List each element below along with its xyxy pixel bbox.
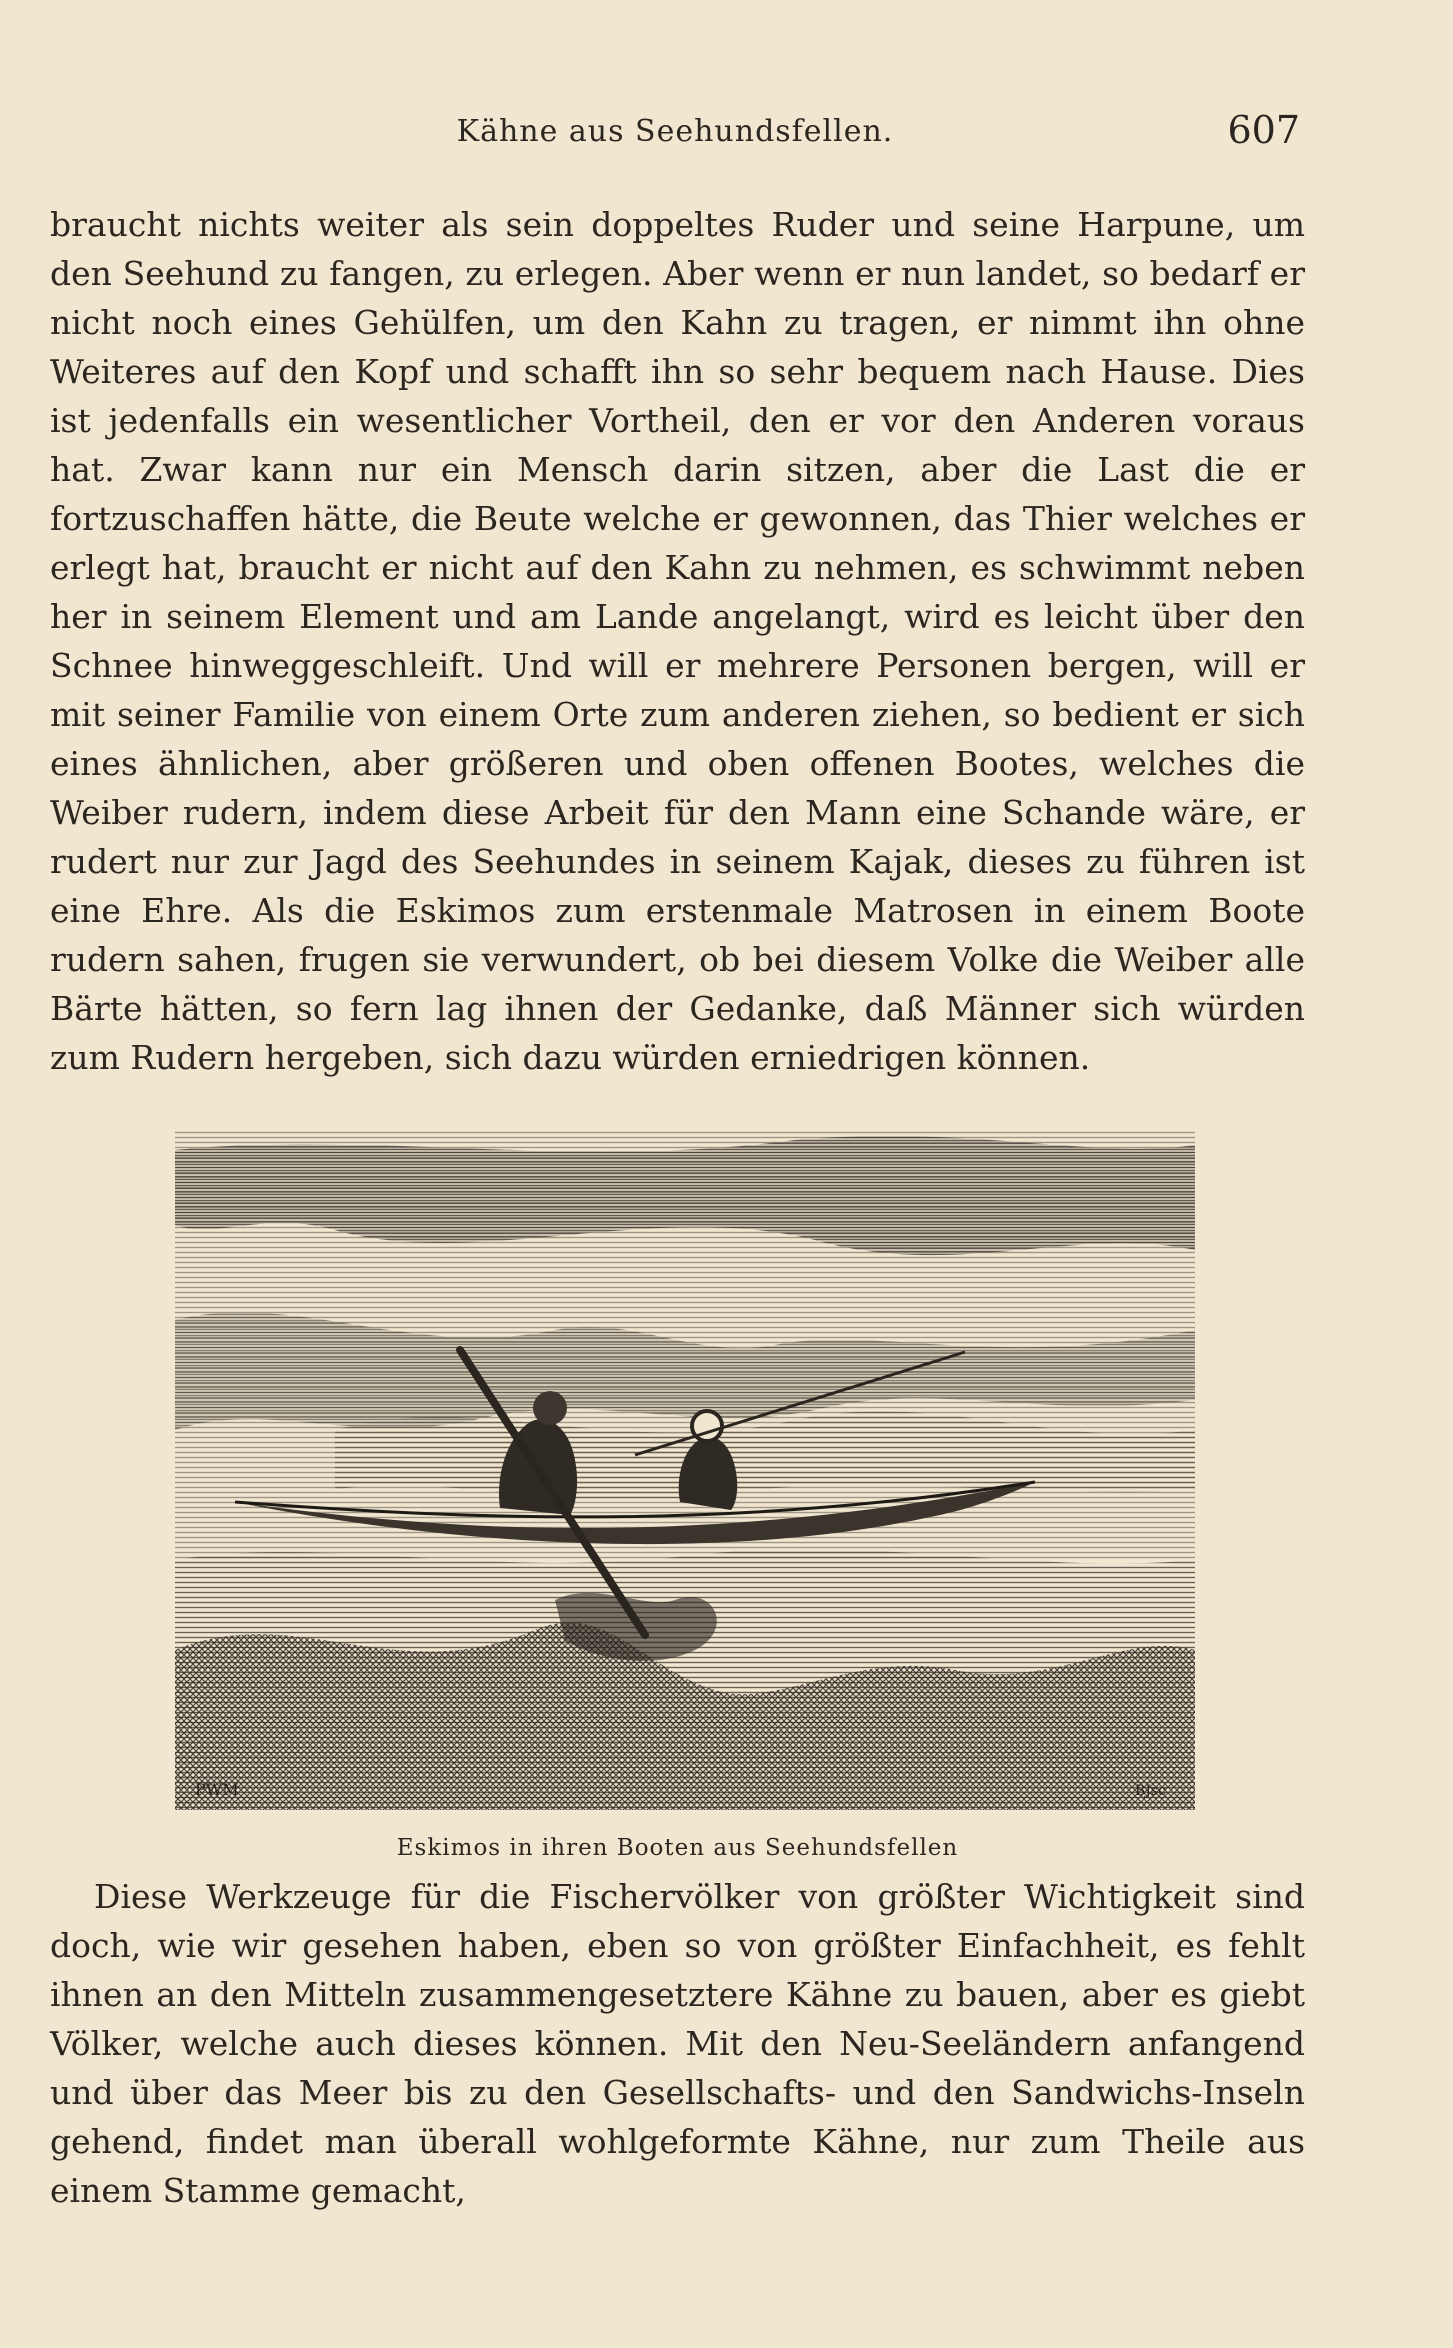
engraving-illustration xyxy=(175,1130,1195,1810)
body-paragraph-1: braucht nichts weiter als sein doppeltes Ruder und seine Harpune, um den Seehund zu fangen, zu erlegen. Aber wenn er nun landet, so bedarf er nicht noch eines Gehülfen, um den Kahn zu tragen, er nimmt ihn ohne Weiteres auf den Kopf und schafft ihn so sehr bequem nach Hause. Dies ist jedenfalls ein wesentlicher Vortheil, den er vor den Anderen voraus hat. Zwar kann nur ein Mensch darin sitzen, aber die Last die er fortzuschaffen hätte, die Beute welche er gewonnen, das Thier welches er erlegt hat, braucht er nicht auf den Kahn zu nehmen, es schwimmt neben her in seinem Element und am Lande angelangt, wird es leicht über den Schnee hinweggeschleift. Und will er mehrere Personen bergen, will er mit seiner Familie von einem Orte zum anderen ziehen, so bedient er sich eines ähnlichen, aber größeren und oben offenen Bootes, welches die Weiber rudern, indem diese Arbeit für den Mann eine Schande wäre, er rudert nur zur Jagd des Seehundes in seinem Kajak, dieses zu führen ist eine Ehre. Als die Eskimos zum erstenmale Matrosen in einem Boote rudern sahen, frugen sie verwundert, ob bei diesem Volke die Weiber alle Bärte hätten, so fern lag ihnen der Gedanke, daß Männer sich würden zum Rudern hergeben, sich dazu würden erniedrigen können. xyxy=(50,205,1305,1077)
kayak-engraving xyxy=(175,1130,1195,1810)
figure-caption: Eskimos in ihren Booten aus Seehundsfellen xyxy=(396,1835,959,1861)
page-header xyxy=(50,108,1300,154)
body-paragraph-2: Diese Werkzeuge für die Fischervölker von größter Wichtigkeit sind doch, wie wir gesehen haben, eben so von größter Einfachheit, es fehlt ihnen an den Mitteln zusammengesetztere Kähne zu bauen, aber es giebt Völker, welche auch dieses können. Mit den Neu-Seeländern anfangend und über das Meer bis zu den Gesellschafts- und den Sandwichs-Inseln gehend, findet man überall wohlgeformte Kähne, nur zum Theile aus einem Stamme gemacht, xyxy=(50,1877,1305,2210)
engraver-signature-right: BJsc xyxy=(1135,1783,1166,1799)
running-title: Kähne aus Seehundsfellen. xyxy=(456,114,894,149)
engraver-signature-left: PWM xyxy=(195,1780,239,1799)
page-number: 607 xyxy=(1227,108,1300,152)
